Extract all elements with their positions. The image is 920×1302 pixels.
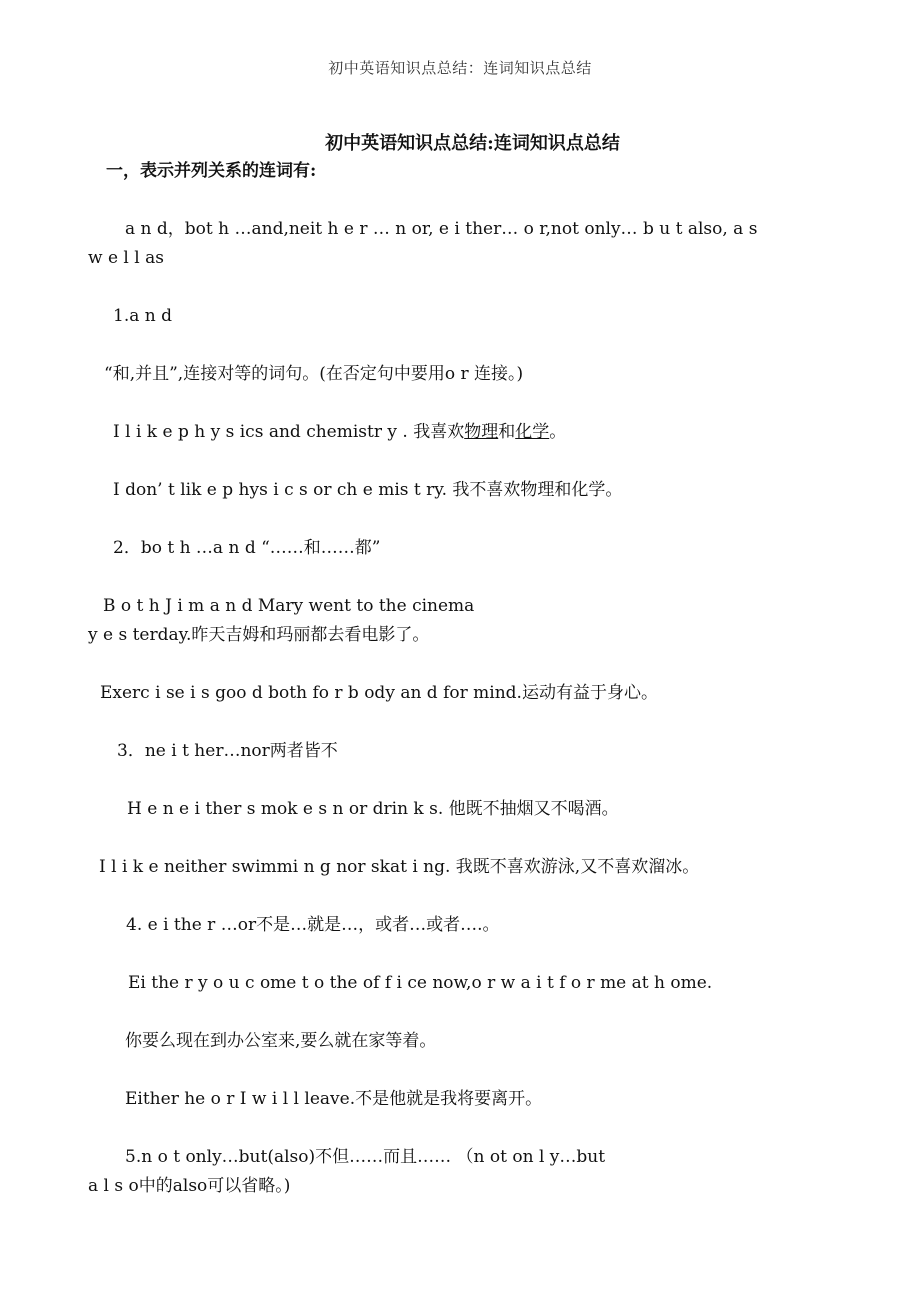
example-either-1: Ei the r y o u c ome t o the of f i ce now,o r w a i t f o r me at h ome. xyxy=(128,973,713,993)
example-either-1-translation: 你要么现在到办公室来,要么就在家等着。 xyxy=(125,1031,437,1051)
document-title: 初中英语知识点总结:连词知识点总结 xyxy=(325,133,620,154)
underlined-word-physics: 物理 xyxy=(464,422,499,442)
conjunction-list-line-1: a n d，bot h …and,neit h e r … n or, e i ther… o r,not only… b u t also, a s xyxy=(125,219,758,239)
example-neither-2: I l i k e neither swimmi n g nor skat i ng. 我既不喜欢游泳,又不喜欢溜冰。 xyxy=(99,857,700,877)
example-either-2: Either he o r I w i l l leave.不是他就是我将要离开。 xyxy=(125,1089,543,1109)
item-heading-neither-nor: 3．ne i t her…nor两者皆不 xyxy=(117,741,338,761)
example-both-1b: y e s terday.昨天吉姆和玛丽都去看电影了。 xyxy=(88,625,430,645)
item-heading-not-only: 5.n o t only…but(also)不但……而且…… （n ot on l y…but xyxy=(125,1147,606,1167)
example-and-2: I don’ t lik e p hys i c s or ch e mis t ry. 我不喜欢物理和化学。 xyxy=(113,480,623,500)
example-both-2: Exerc i se i s goo d both fo r b ody an d for mind.运动有益于身心。 xyxy=(100,683,658,703)
example-text: 和 xyxy=(498,422,516,442)
page-header: 初中英语知识点总结：连词知识点总结 xyxy=(328,59,592,77)
example-and-1 xyxy=(113,421,566,443)
item-heading-and: 1.a n d xyxy=(113,306,172,326)
explanation-and: “和,并且”,连接对等的词句。(在否定句中要用o r 连接。) xyxy=(104,364,524,384)
section-heading: 一，表示并列关系的连词有: xyxy=(106,161,317,181)
underlined-word-chemistry: 化学 xyxy=(515,422,550,442)
conjunction-list-line-2: w e l l as xyxy=(88,248,164,268)
example-both-1a: B o t h J i m a n d Mary went to the cinema xyxy=(103,596,475,616)
example-text: I l i k e p h y s ics and chemistr y . 我喜欢 xyxy=(113,422,465,442)
example-text: 。 xyxy=(549,422,567,442)
item-heading-either-or: 4. e i the r …or不是…就是…，或者…或者….。 xyxy=(126,915,500,935)
item-note-not-only: a l s o中的also可以省略。) xyxy=(88,1176,291,1196)
item-heading-both-and: 2．bo t h …a n d “……和……都” xyxy=(113,538,381,558)
example-neither-1: H e n e i ther s mok e s n or drin k s. 他既不抽烟又不喝酒。 xyxy=(127,799,619,819)
